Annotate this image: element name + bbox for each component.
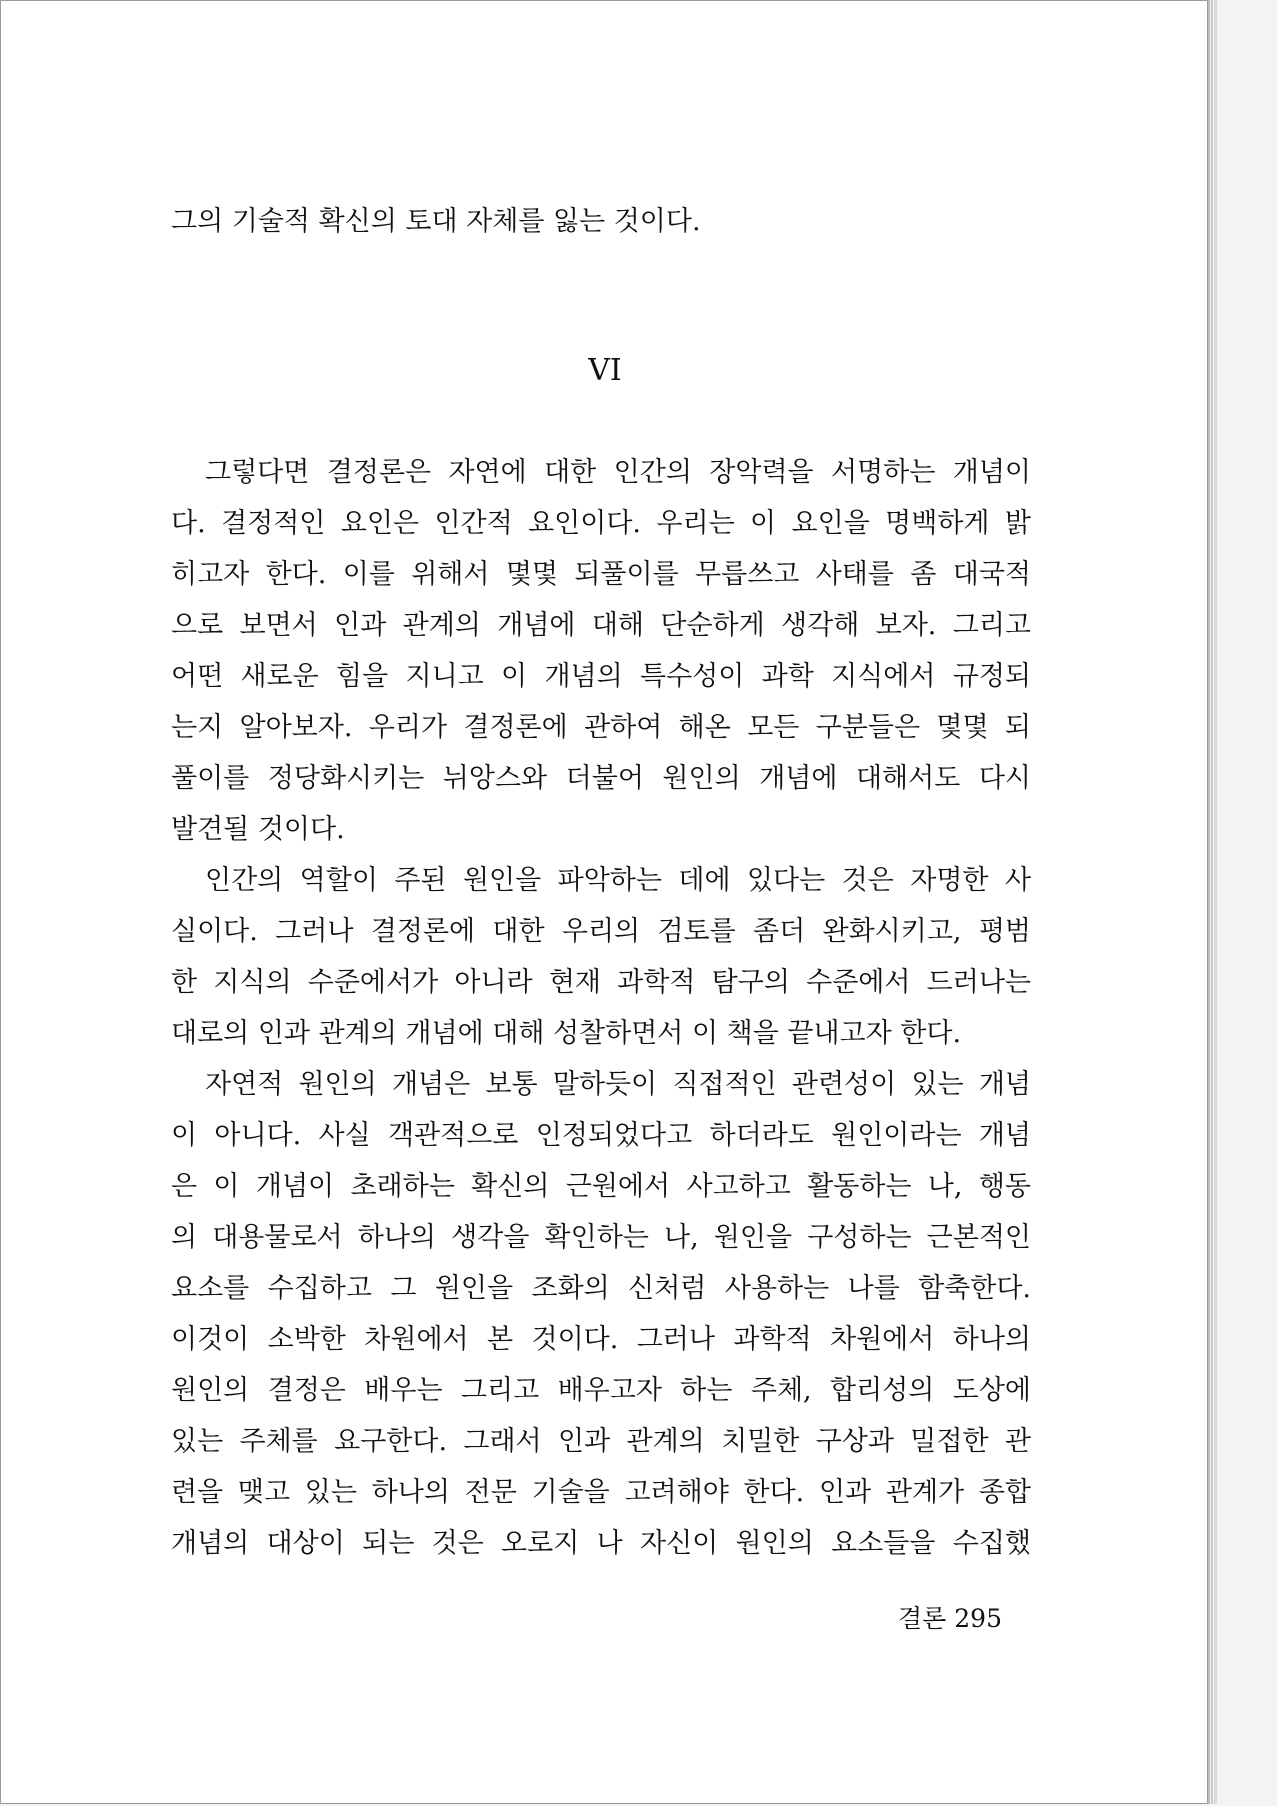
text-line: 개념의 대상이 되는 것은 오로지 나 자신이 원인의 요소들을 수집했 xyxy=(171,1528,1031,1559)
text-line: 자연적 원인의 개념은 보통 말하듯이 직접적인 관련성이 있는 개념 xyxy=(205,1069,1031,1100)
section-heading: VI xyxy=(588,353,622,388)
text-line: 풀이를 정당화시키는 뉘앙스와 더불어 원인의 개념에 대해서도 다시 xyxy=(171,763,1031,794)
text-line: 실이다. 그러나 결정론에 대한 우리의 검토를 좀더 완화시키고, 평범 xyxy=(171,916,1031,947)
paragraph-3 xyxy=(171,1059,1031,1569)
text-line: 이 아니다. 사실 객관적으로 인정되었다고 하더라도 원인이라는 개념 xyxy=(171,1120,1031,1151)
text-line: 는지 알아보자. 우리가 결정론에 관하여 해온 모든 구분들은 몇몇 되 xyxy=(171,712,1031,743)
text-line: 원인의 결정은 배우는 그리고 배우고자 하는 주체, 합리성의 도상에 xyxy=(171,1375,1031,1406)
paragraph-2 xyxy=(171,855,1031,1059)
text-line: 발견될 것이다. xyxy=(171,814,345,845)
page-edge xyxy=(1214,0,1217,1804)
running-title: 결론 xyxy=(897,1604,947,1633)
text-line: 한 지식의 수준에서가 아니라 현재 과학적 탐구의 수준에서 드러나는 xyxy=(171,967,1031,998)
text-line: 다. 결정적인 요인은 인간적 요인이다. 우리는 이 요인을 명백하게 밝 xyxy=(171,508,1031,539)
text-line: 인간의 역할이 주된 원인을 파악하는 데에 있다는 것은 자명한 사 xyxy=(205,865,1031,896)
text-line: 련을 맺고 있는 하나의 전문 기술을 고려해야 한다. 인과 관계가 종합 xyxy=(171,1477,1031,1508)
text-line: 그렇다면 결정론은 자연에 대한 인간의 장악력을 서명하는 개념이 xyxy=(205,457,1031,488)
body-text xyxy=(171,447,1031,1569)
page-edge xyxy=(1208,0,1210,1804)
paragraph-1 xyxy=(171,447,1031,855)
text-line: 있는 주체를 요구한다. 그래서 인과 관계의 치밀한 구상과 밀접한 관 xyxy=(171,1426,1031,1457)
text-line: 히고자 한다. 이를 위해서 몇몇 되풀이를 무릅쓰고 사태를 좀 대국적 xyxy=(171,559,1031,590)
page-number: 295 xyxy=(954,1604,1002,1633)
text-line: 요소를 수집하고 그 원인을 조화의 신처럼 사용하는 나를 함축한다. xyxy=(171,1273,1031,1304)
text-line: 대로의 인과 관계의 개념에 대해 성찰하면서 이 책을 끝내고자 한다. xyxy=(171,1018,962,1049)
text-line: 이것이 소박한 차원에서 본 것이다. 그러나 과학적 차원에서 하나의 xyxy=(171,1324,1031,1355)
carry-over-line: 그의 기술적 확신의 토대 자체를 잃는 것이다. xyxy=(171,206,701,237)
page-footer xyxy=(898,1599,1002,1635)
text-line: 으로 보면서 인과 관계의 개념에 대해 단순하게 생각해 보자. 그리고 xyxy=(171,610,1031,641)
text-line: 어떤 새로운 힘을 지니고 이 개념의 특수성이 과학 지식에서 규정되 xyxy=(171,661,1031,692)
text-line: 은 이 개념이 초래하는 확신의 근원에서 사고하고 활동하는 나, 행동 xyxy=(171,1171,1031,1202)
page-edge xyxy=(1211,0,1213,1804)
text-line: 의 대용물로서 하나의 생각을 확인하는 나, 원인을 구성하는 근본적인 xyxy=(171,1222,1031,1253)
